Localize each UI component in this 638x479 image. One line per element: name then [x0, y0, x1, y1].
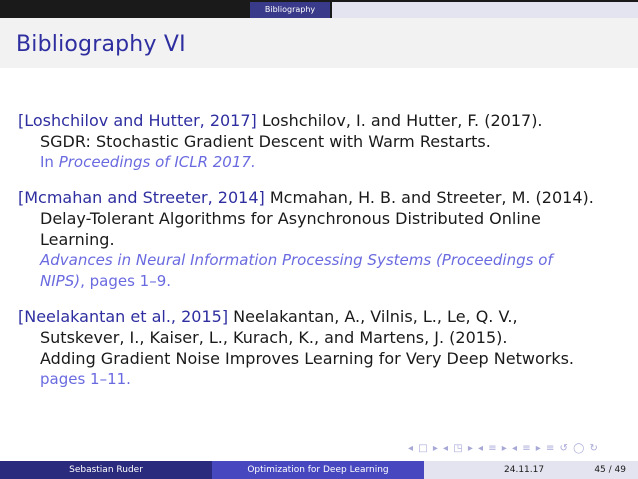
bib-title: SGDR: Stochastic Gradient Descent with Warm Restarts.: [40, 132, 491, 151]
section-nav-bibliography[interactable]: Bibliography: [250, 2, 330, 18]
bib-title: Adding Gradient Noise Improves Learning for Very Deep Networks.: [40, 349, 574, 368]
beamer-navigation-controls[interactable]: ◂ □ ▸ ◂ ◳ ▸ ◂ ≡ ▸ ◂ ≡ ▸ ≡ ↺ ◯ ↻: [408, 443, 599, 454]
bib-venue-prefix: In: [40, 153, 59, 171]
footer-date: 24.11.17: [504, 465, 545, 475]
bib-venue-line-2: [18, 271, 628, 292]
bib-venue-name-cont: NIPS): [40, 272, 81, 290]
frame-title: Bibliography VI: [16, 32, 186, 57]
bib-label: [Neelakantan et al., 2015]: [18, 307, 229, 326]
bib-entry-loshchilov: [18, 110, 628, 173]
bib-venue: [18, 152, 628, 173]
bib-pages: , pages 1–9.: [80, 272, 172, 290]
bib-authors: Neelakantan, A., Vilnis, L., Le, Q. V.,: [233, 307, 518, 326]
bib-authors-line-2: Sutskever, I., Kaiser, L., Kurach, K., and Martens, J. (2015).: [40, 328, 508, 347]
bib-label: [Mcmahan and Streeter, 2014]: [18, 188, 265, 207]
bib-entry-head: [18, 110, 628, 131]
bib-entry-neelakantan: [18, 306, 628, 390]
footer-author: Sebastian Ruder: [0, 461, 212, 479]
bib-authors: Mcmahan, H. B. and Streeter, M. (2014).: [269, 188, 594, 207]
bib-entry-head: [18, 187, 628, 208]
bib-venue-line-1: [18, 250, 628, 271]
bib-venue-name: Advances in Neural Information Processing Systems (Proceedings of: [40, 251, 553, 269]
bib-entry-head: [18, 306, 628, 327]
top-navigation-bar: [0, 0, 638, 18]
bibliography-list: [18, 110, 628, 404]
bib-title-line-2: Learning.: [40, 230, 115, 249]
section-nav-empty: [332, 2, 638, 18]
bib-label: [Loshchilov and Hutter, 2017]: [18, 111, 257, 130]
bib-pages: pages 1–11.: [40, 370, 131, 388]
footer: [0, 461, 638, 479]
footer-info: [424, 461, 638, 479]
bib-authors: Loshchilov, I. and Hutter, F. (2017).: [261, 111, 543, 130]
bib-venue-name: Proceedings of ICLR 2017.: [58, 153, 256, 171]
bib-entry-mcmahan: [18, 187, 628, 292]
footer-page-number: 45 / 49: [594, 465, 626, 475]
footer-talk-title: Optimization for Deep Learning: [212, 461, 424, 479]
bib-title-line-1: Delay-Tolerant Algorithms for Asynchronous Distributed Online: [40, 209, 541, 228]
